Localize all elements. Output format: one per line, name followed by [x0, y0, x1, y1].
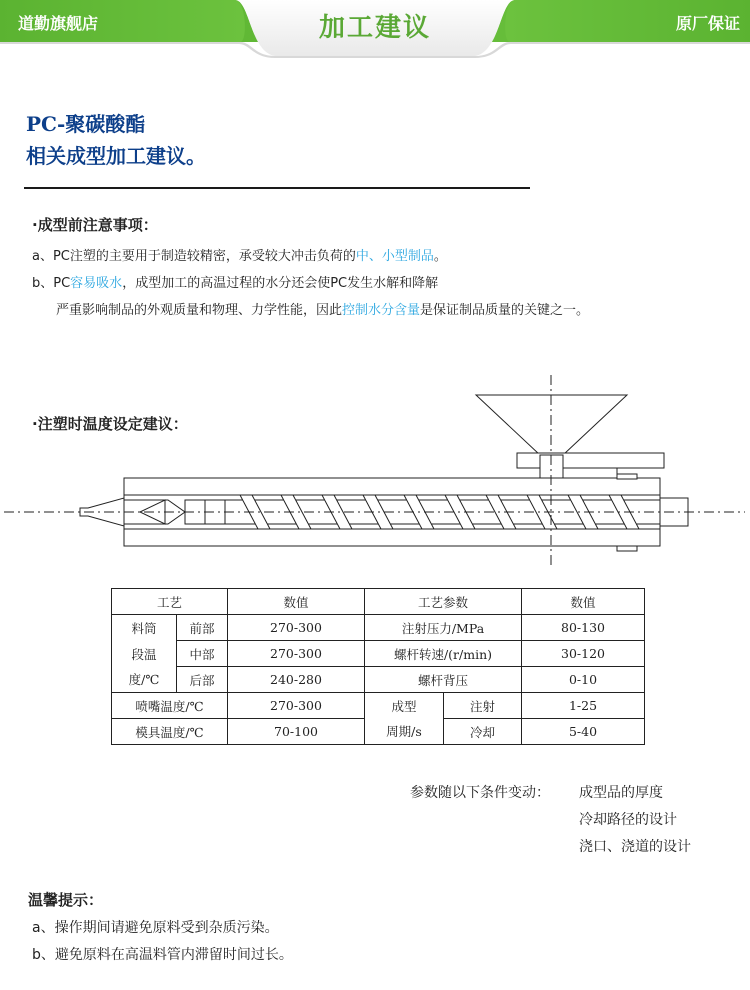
precaution-a-end: 。	[433, 249, 447, 264]
table-cell: 240-280	[228, 667, 365, 693]
table-cell: 70-100	[228, 719, 365, 745]
precaution-a-text: a、PC注塑的主要用于制造较精密，承受较大冲击负荷的	[32, 249, 356, 264]
screw-barrel-diagram	[0, 370, 750, 570]
table-cell: 270-300	[228, 615, 365, 641]
precaution-b	[32, 272, 438, 291]
table-cell: 注射	[444, 693, 522, 719]
table-row	[112, 667, 645, 693]
precaution-a-highlight: 中、小型制品	[355, 249, 434, 264]
tip-b: b、避免原料在高温料管内滞留时间过长。	[32, 947, 293, 963]
table-header-row	[112, 589, 645, 615]
table-cell: 270-300	[228, 641, 365, 667]
page-title: 加工建议	[318, 13, 431, 43]
table-cell: 270-300	[228, 693, 365, 719]
conditions-label: 参数随以下条件变动：	[410, 785, 550, 801]
table-row	[112, 641, 645, 667]
precaution-b-highlight: 容易吸水	[70, 276, 123, 291]
table-cell: 模具温度/℃	[112, 719, 228, 745]
table-cell: 成型	[365, 693, 444, 719]
table-cell: 5-40	[522, 719, 645, 745]
table-cell: 喷嘴温度/℃	[112, 693, 228, 719]
table-cell: 后部	[177, 667, 228, 693]
precautions-title: ·成型前注意事项：	[32, 216, 158, 234]
table-cell: 段温	[112, 641, 177, 667]
table-cell: 螺杆背压	[365, 667, 522, 693]
table-cell: 1-25	[522, 693, 645, 719]
table-cell: 前部	[177, 615, 228, 641]
condition-item: 冷却路径的设计	[579, 812, 677, 828]
precaution-b-continued	[56, 299, 589, 318]
shop-name[interactable]: 道勤旗舰店	[18, 14, 99, 33]
table-header-cell: 工艺	[112, 589, 228, 615]
table-row	[112, 719, 645, 745]
header-banner	[0, 0, 750, 60]
precaution-b2-highlight: 控制水分含量	[342, 303, 421, 318]
tip-a: a、操作期间请避免原料受到杂质污染。	[32, 920, 279, 936]
table-cell: 30-120	[522, 641, 645, 667]
precaution-a	[32, 245, 447, 264]
heading-divider	[24, 187, 530, 189]
table-header-cell: 数值	[522, 589, 645, 615]
table-header-cell: 工艺参数	[365, 589, 522, 615]
guarantee-label: 原厂保证	[675, 14, 740, 33]
table-cell: 料筒	[112, 615, 177, 641]
table-header-cell: 数值	[228, 589, 365, 615]
process-parameter-table	[111, 588, 645, 745]
precaution-b-rest: ，成型加工的高温过程的水分还会使PC发生水解和降解	[122, 276, 439, 291]
condition-item: 浇口、浇道的设计	[579, 839, 691, 855]
table-row	[112, 615, 645, 641]
table-cell: 中部	[177, 641, 228, 667]
table-cell: 冷却	[444, 719, 522, 745]
table-row	[112, 693, 645, 719]
condition-item: 成型品的厚度	[579, 785, 663, 801]
table-cell: 0-10	[522, 667, 645, 693]
product-heading	[26, 108, 206, 172]
table-cell: 注射压力/MPa	[365, 615, 522, 641]
temperature-title: ·注塑时温度设定建议：	[32, 415, 188, 433]
precaution-b-text: b、PC	[32, 276, 71, 291]
precaution-b2-end: 是保证制品质量的关键之一。	[420, 303, 590, 318]
table-cell: 螺杆转速/(r/min)	[365, 641, 522, 667]
table-cell: 周期/s	[365, 719, 444, 745]
table-cell: 度/℃	[112, 667, 177, 693]
precaution-b2-text: 严重影响制品的外观质量和物理、力学性能，因此	[56, 303, 343, 318]
heading-line-1: PC-聚碳酸酯	[26, 112, 146, 136]
heading-line-2: 相关成型加工建议。	[26, 144, 206, 168]
table-cell: 80-130	[522, 615, 645, 641]
tips-title: 温馨提示：	[28, 891, 104, 909]
